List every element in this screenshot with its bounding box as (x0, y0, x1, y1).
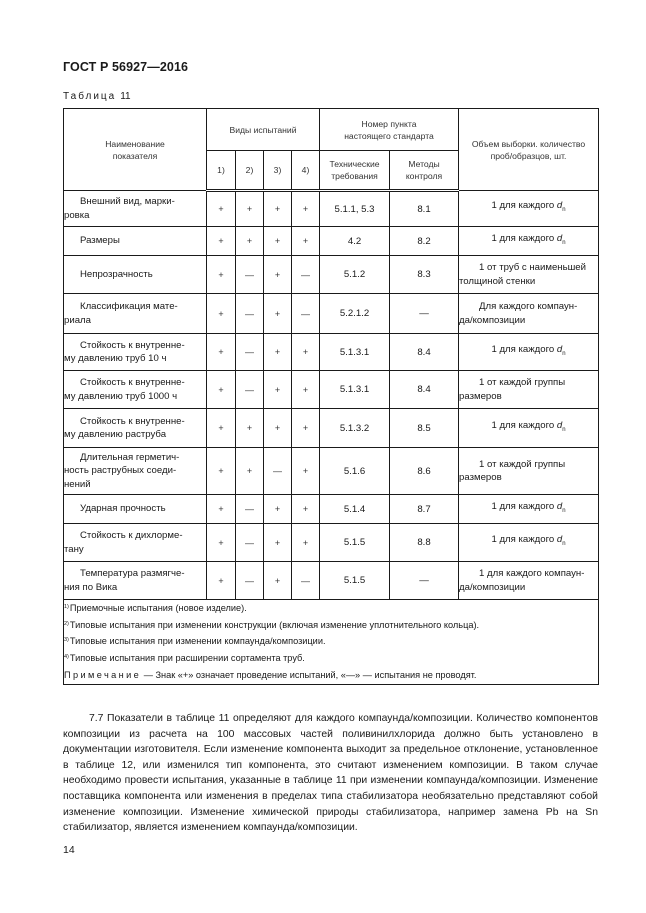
row-name: Стойкость к внутренне- му давлению труб 1000 ч (64, 371, 207, 409)
row-name: Ударная прочность (64, 495, 207, 524)
method-cell: 8.5 (390, 409, 459, 448)
test-type-3-cell: — (264, 448, 292, 495)
header-clause-group: Номер пункта настоящего стандарта (320, 109, 459, 151)
note-text: — Знак «+» означает проведение испытаний, «—» — испытания не проводят. (141, 670, 477, 680)
sample-cell: 1 для каждого $d_n$ (459, 227, 599, 256)
table-row (64, 334, 599, 371)
row-name: Стойкость к внутренне- му давлению труб 10 ч (64, 334, 207, 371)
tech-req-cell: 5.1.3.1 (320, 334, 390, 371)
test-type-2-cell: + (236, 448, 264, 495)
header-test-type-4: 4) (292, 151, 320, 191)
test-type-4-cell: + (292, 191, 320, 227)
test-type-2-cell: + (236, 227, 264, 256)
sample-cell: 1 для каждого $d_n$ (459, 191, 599, 227)
method-cell: 8.4 (390, 371, 459, 409)
test-type-4-cell: + (292, 371, 320, 409)
sample-cell: 1 для каждого $d_n$ (459, 495, 599, 524)
test-type-4-cell: — (292, 562, 320, 600)
test-type-4-cell: + (292, 227, 320, 256)
footnotes (64, 600, 599, 685)
note-label: Примечание (64, 670, 142, 680)
tech-req-cell: 4.2 (320, 227, 390, 256)
tech-req-cell: 5.1.3.2 (320, 409, 390, 448)
test-type-1-cell: + (207, 524, 236, 562)
row-name: Внешний вид, марки- ровка (64, 191, 207, 227)
table-row (64, 227, 599, 256)
method-cell: 8.3 (390, 256, 459, 294)
method-cell: — (390, 294, 459, 334)
test-type-3-cell: + (264, 371, 292, 409)
row-name: Стойкость к внутренне- му давлению раструба (64, 409, 207, 448)
test-type-2-cell: + (236, 191, 264, 227)
test-type-4-cell: + (292, 409, 320, 448)
test-type-3-cell: + (264, 524, 292, 562)
sample-cell: 1 для каждого $d_n$ (459, 524, 599, 562)
header-test-type-2: 2) (236, 151, 264, 191)
test-type-4-cell: — (292, 256, 320, 294)
header-methods: Методы контроля (390, 151, 459, 191)
test-type-1-cell: + (207, 191, 236, 227)
test-type-2-cell: + (236, 409, 264, 448)
table-row (64, 524, 599, 562)
method-cell: 8.1 (390, 191, 459, 227)
test-type-3-cell: + (264, 334, 292, 371)
sample-cell: 1 от каждой группы размеров (459, 371, 599, 409)
table-row (64, 409, 599, 448)
row-name: Стойкость к дихлорме- тану (64, 524, 207, 562)
sample-cell: 1 от труб с наименьшей толщиной стенки (459, 256, 599, 294)
header-name: Наименование показателя (64, 109, 207, 191)
test-type-3-cell: + (264, 256, 292, 294)
test-type-3-cell: + (264, 495, 292, 524)
row-name: Классификация мате- риала (64, 294, 207, 334)
test-type-4-cell: + (292, 334, 320, 371)
footnote: $^{2)}$Типовые испытания при изменении конструкции (включая изменение уплотнительного кольца). (64, 619, 480, 630)
test-type-4-cell: + (292, 524, 320, 562)
tech-req-cell: 5.1.2 (320, 256, 390, 294)
test-type-2-cell: — (236, 371, 264, 409)
method-cell: 8.6 (390, 448, 459, 495)
test-type-4-cell: — (292, 294, 320, 334)
header-sample: Объем выборки. количество проб/образцов, шт. (459, 109, 599, 191)
method-cell: 8.7 (390, 495, 459, 524)
test-type-2-cell: — (236, 334, 264, 371)
test-type-2-cell: — (236, 524, 264, 562)
tech-req-cell: 5.1.5 (320, 524, 390, 562)
table-row (64, 191, 599, 227)
tech-req-cell: 5.1.4 (320, 495, 390, 524)
test-type-1-cell: + (207, 227, 236, 256)
row-name: Непрозрачность (64, 256, 207, 294)
footnote: $^{3)}$Типовые испытания при изменении компаунда/композиции. (64, 636, 326, 646)
test-type-3-cell: + (264, 227, 292, 256)
header-test-type-1: 1) (207, 151, 236, 191)
table-caption-number: 11 (120, 91, 131, 102)
test-type-3-cell: + (264, 294, 292, 334)
table-caption-label: Таблица (63, 91, 117, 102)
document-header: ГОСТ Р 56927—2016 (63, 60, 189, 74)
method-cell: 8.8 (390, 524, 459, 562)
tech-req-cell: 5.2.1.2 (320, 294, 390, 334)
footnote: $^{1)}$Приемочные испытания (новое изделие). (64, 603, 247, 613)
method-cell: — (390, 562, 459, 600)
sample-cell: 1 для каждого $d_n$ (459, 409, 599, 448)
test-type-4-cell: + (292, 495, 320, 524)
sample-cell: 1 от каждой группы размеров (459, 448, 599, 495)
header-tech-req: Технические требования (320, 151, 390, 191)
test-type-2-cell: — (236, 562, 264, 600)
body-paragraph: 7.7 Показатели в таблице 11 определяют для каждого компаунда/композиции. Количество компонентов композиции из расчета на 100 массовых частей поливинилхлорида должно быть установлено в документации изготовителя. Если изменение компонента выходит за предельное отклонение, установленное в таблице 12, или изменился тип компонента, это считают изменением композиции. В таком случае необходимо провести испытания, указанные в таблице 11 при изменении компаунда/композиции. Изменение поставщика компонента или изменения в пределах типа стабилизатора необязательно представляют собой изменение композиции. Изменение химической природы стабилизатора, например замена Pb на Sn стабилизатор, является изменением компаунда/композиции. (63, 713, 598, 834)
tech-req-cell: 5.1.1, 5.3 (320, 191, 390, 227)
footnotes-row (64, 600, 599, 685)
table-caption (63, 91, 131, 102)
row-name: Размеры (64, 227, 207, 256)
test-type-1-cell: + (207, 256, 236, 294)
table-note (64, 668, 598, 684)
row-name: Температура размягче- ния по Вика (64, 562, 207, 600)
test-type-2-cell: — (236, 495, 264, 524)
table-row (64, 495, 599, 524)
table-row (64, 448, 599, 495)
test-type-3-cell: + (264, 409, 292, 448)
sample-cell: 1 для каждого $d_n$ (459, 334, 599, 371)
test-type-1-cell: + (207, 294, 236, 334)
footnote: $^{4)}$Типовые испытания при расширении сортамента труб. (64, 652, 305, 663)
test-type-1-cell: + (207, 448, 236, 495)
tech-req-cell: 5.1.5 (320, 562, 390, 600)
header-test-type-3: 3) (264, 151, 292, 191)
table-row (64, 294, 599, 334)
row-name: Длительная герметич- ность раструбных соеди- нений (64, 448, 207, 495)
sample-cell: 1 для каждого компаун- да/композиции (459, 562, 599, 600)
header-test-types: Виды испытаний (207, 109, 320, 151)
test-type-1-cell: + (207, 562, 236, 600)
tech-req-cell: 5.1.6 (320, 448, 390, 495)
requirements-table (63, 108, 599, 685)
table-row (64, 371, 599, 409)
method-cell: 8.2 (390, 227, 459, 256)
test-type-1-cell: + (207, 334, 236, 371)
test-type-1-cell: + (207, 371, 236, 409)
test-type-3-cell: + (264, 191, 292, 227)
tech-req-cell: 5.1.3.1 (320, 371, 390, 409)
table-row (64, 256, 599, 294)
test-type-2-cell: — (236, 294, 264, 334)
test-type-3-cell: + (264, 562, 292, 600)
method-cell: 8.4 (390, 334, 459, 371)
page-number: 14 (63, 844, 75, 856)
test-type-1-cell: + (207, 495, 236, 524)
test-type-1-cell: + (207, 409, 236, 448)
table-row (64, 562, 599, 600)
sample-cell: Для каждого компаун- да/композиции (459, 294, 599, 334)
test-type-2-cell: — (236, 256, 264, 294)
test-type-4-cell: + (292, 448, 320, 495)
